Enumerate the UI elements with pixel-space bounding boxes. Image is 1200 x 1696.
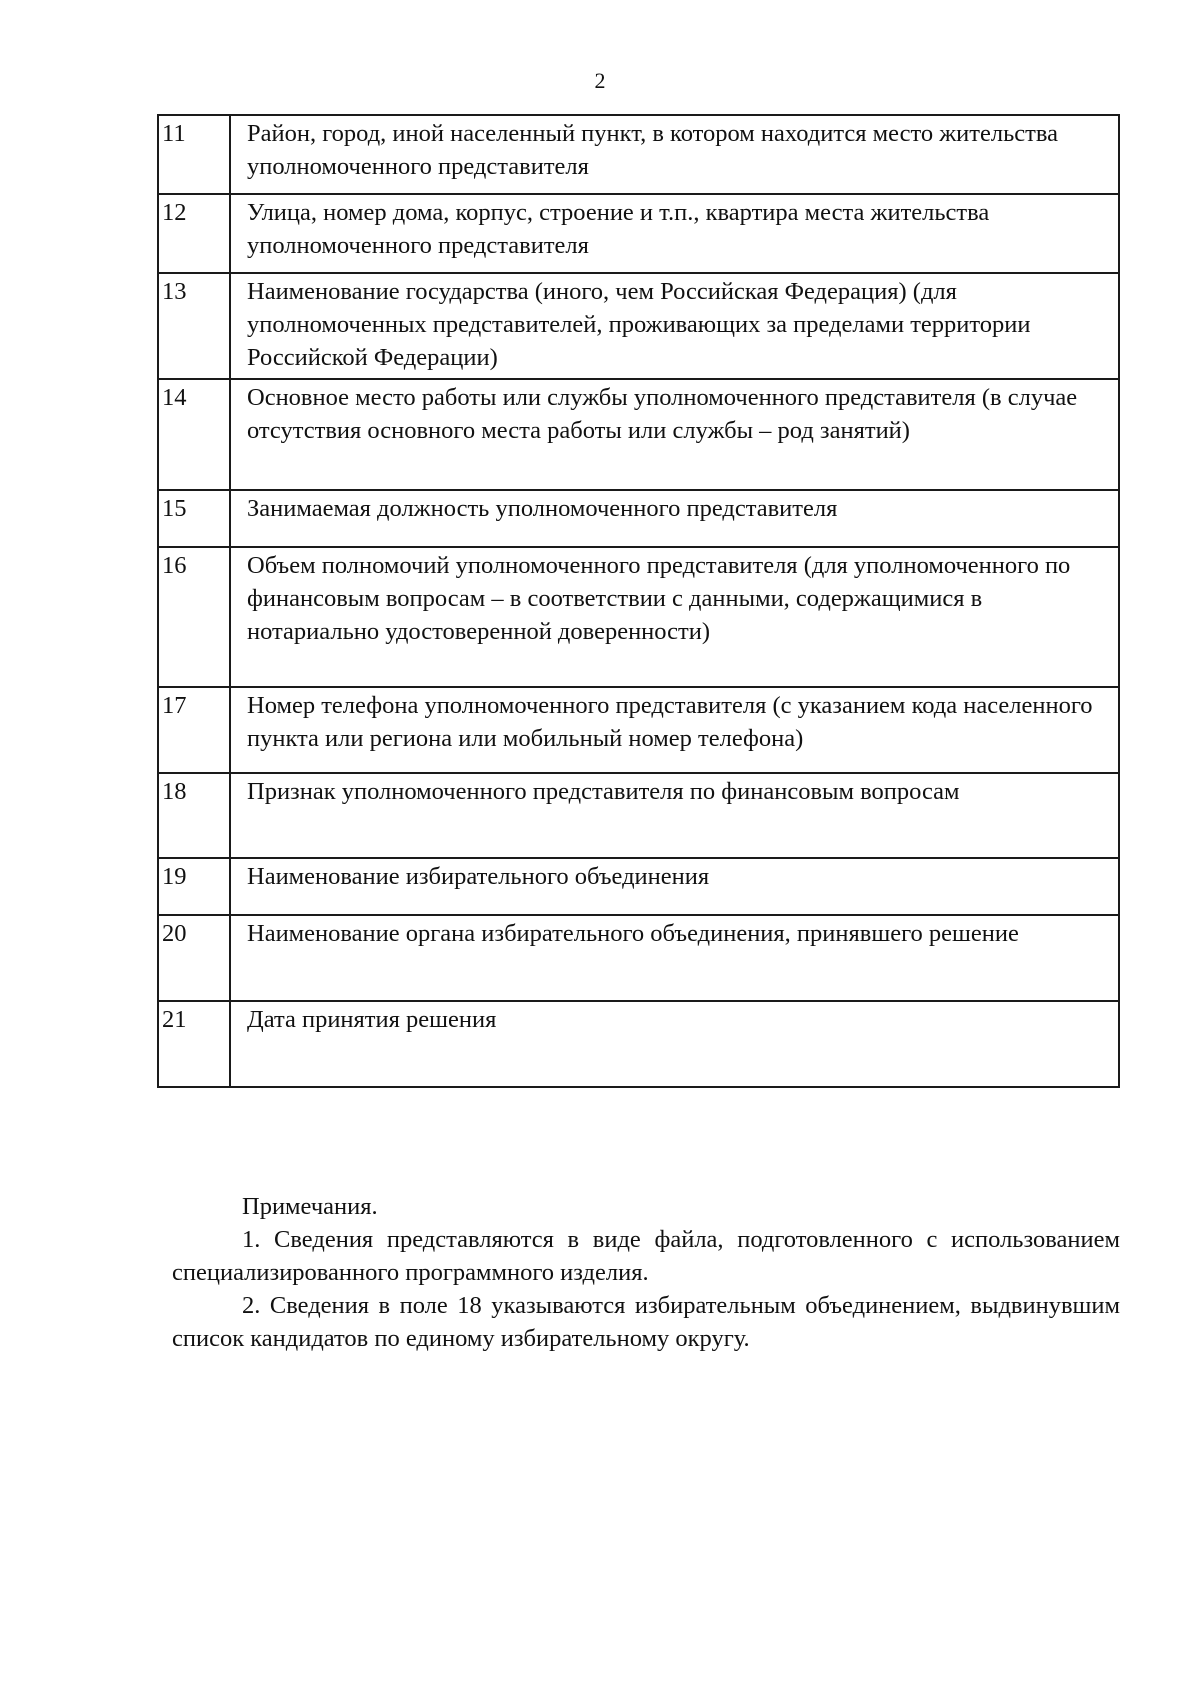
row-number: 21	[158, 1001, 230, 1087]
row-number: 14	[158, 379, 230, 490]
note-item: 2. Сведения в поле 18 указываются избирательным объединением, выдвинувшим список кандидатов по единому избирательному округу.	[172, 1292, 1120, 1352]
row-description: Район, город, иной населенный пункт, в котором находится место жительства уполномоченного представителя	[230, 115, 1119, 194]
row-number: 17	[158, 687, 230, 773]
table-row	[158, 547, 1119, 687]
notes-title: Примечания.	[242, 1193, 378, 1220]
row-description: Основное место работы или службы уполномоченного представителя (в случае отсутствия основного места работы или службы – род занятий)	[230, 379, 1119, 490]
row-description: Занимаемая должность уполномоченного представителя	[230, 490, 1119, 547]
table-row	[158, 115, 1119, 194]
table-row	[158, 687, 1119, 773]
table-row	[158, 773, 1119, 858]
table-row	[158, 194, 1119, 273]
table-row	[158, 858, 1119, 915]
row-description: Улица, номер дома, корпус, строение и т.п., квартира места жительства уполномоченного представителя	[230, 194, 1119, 273]
row-description: Дата принятия решения	[230, 1001, 1119, 1087]
row-description: Признак уполномоченного представителя по финансовым вопросам	[230, 773, 1119, 858]
row-number: 20	[158, 915, 230, 1001]
table-row	[158, 379, 1119, 490]
table-row	[158, 1001, 1119, 1087]
row-number: 13	[158, 273, 230, 379]
row-number: 12	[158, 194, 230, 273]
row-number: 11	[158, 115, 230, 194]
row-description: Наименование государства (иного, чем Российская Федерация) (для уполномоченных представителей, проживающих за пределами территории Российской Федерации)	[230, 273, 1119, 379]
row-description: Номер телефона уполномоченного представителя (с указанием кода населенного пункта или региона или мобильный номер телефона)	[230, 687, 1119, 773]
page-number: 2	[594, 68, 606, 93]
table-row	[158, 273, 1119, 379]
row-number: 16	[158, 547, 230, 687]
row-number: 15	[158, 490, 230, 547]
row-description: Наименование избирательного объединения	[230, 858, 1119, 915]
row-description: Наименование органа избирательного объединения, принявшего решение	[230, 915, 1119, 1001]
fields-table	[157, 114, 1120, 1088]
table-row	[158, 490, 1119, 547]
table-row	[158, 915, 1119, 1001]
notes-section	[172, 1190, 1120, 1355]
row-description: Объем полномочий уполномоченного представителя (для уполномоченного по финансовым вопросам – в соответствии с данными, содержащимися в нотариально удостоверенной доверенности)	[230, 547, 1119, 687]
row-number: 18	[158, 773, 230, 858]
note-item: 1. Сведения представляются в виде файла, подготовленного с использованием специализированного программного изделия.	[172, 1226, 1120, 1286]
row-number: 19	[158, 858, 230, 915]
